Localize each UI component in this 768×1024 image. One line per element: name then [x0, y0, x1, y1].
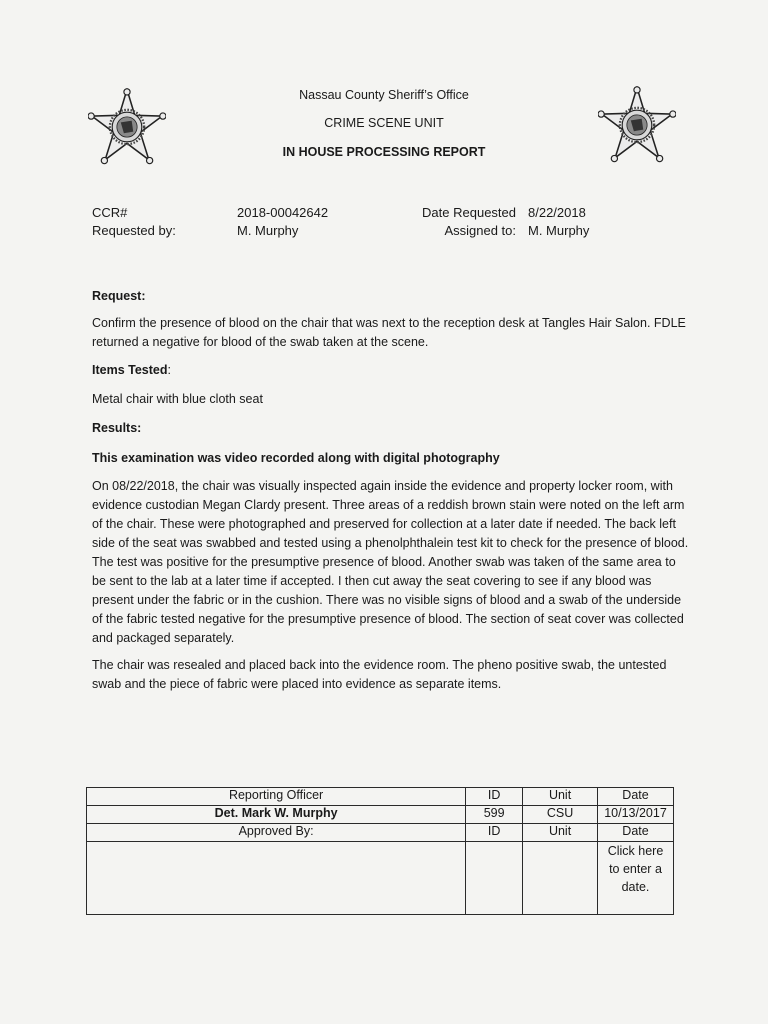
date-requested-label: Date Requested: [422, 205, 516, 220]
officer-id: 599: [466, 806, 523, 824]
signature-table: [86, 787, 674, 915]
meta-values-right: [528, 204, 589, 240]
approver-date-header: Date: [598, 824, 674, 842]
unit-name: CRIME SCENE UNIT: [324, 116, 444, 130]
assigned-to-value: M. Murphy: [528, 223, 590, 238]
items-tested-colon: :: [167, 363, 171, 377]
ccr-label: CCR#: [92, 205, 128, 220]
approver-unit-field[interactable]: [523, 842, 598, 915]
agency-name: Nassau County Sheriff’s Office: [299, 88, 469, 102]
table-row: [87, 806, 674, 824]
meta-values-left: [237, 204, 328, 240]
meta-labels-right: [380, 204, 516, 240]
video-note: This examination was video recorded along with digital photography: [92, 451, 500, 465]
items-tested-text: Metal chair with blue cloth seat: [92, 392, 263, 406]
approved-by-header: Approved By:: [87, 824, 466, 842]
date-requested-value: 8/22/2018: [528, 205, 586, 220]
unit-header: Unit: [523, 788, 598, 806]
officer-unit: CSU: [523, 806, 598, 824]
requested-by-label: Requested by:: [92, 223, 176, 238]
report-date: 10/13/2017: [598, 806, 674, 824]
ccr-value: 2018-00042642: [237, 205, 329, 220]
table-row: [87, 824, 674, 842]
table-row: [87, 842, 674, 915]
items-tested-heading-line: [92, 361, 692, 380]
meta-labels-left: [92, 204, 176, 240]
request-heading: Request:: [92, 289, 146, 303]
reporting-officer-header: Reporting Officer: [87, 788, 466, 806]
id-header: ID: [466, 788, 523, 806]
approver-unit-header: Unit: [523, 824, 598, 842]
results-heading: Results:: [92, 421, 142, 435]
items-tested-heading: Items Tested: [92, 363, 168, 377]
approver-name-field[interactable]: [87, 842, 466, 915]
requested-by-value: M. Murphy: [237, 223, 299, 238]
approval-date-picker[interactable]: Click here to enter a date.: [598, 842, 674, 915]
table-row: [87, 788, 674, 806]
results-paragraph-2: The chair was resealed and placed back into the evidence room. The pheno positive swab, the untested swab and the piece of fabric were placed into evidence as separate items.: [92, 658, 667, 691]
date-header: Date: [598, 788, 674, 806]
request-text: Confirm the presence of blood on the chair that was next to the reception desk at Tangles Hair Salon. FDLE returned a negative for blood of the swab taken at the scene.: [92, 316, 686, 349]
officer-name: Det. Mark W. Murphy: [87, 806, 466, 824]
approver-id-field[interactable]: [466, 842, 523, 915]
report-title: IN HOUSE PROCESSING REPORT: [282, 145, 486, 159]
results-paragraph-1: On 08/22/2018, the chair was visually inspected again inside the evidence and property locker room, with evidence custodian Megan Clardy present. Three areas of a reddish brown stain were noted on the left arm of the chair. These were photographed and preserved for collection at a later date if needed. The back left side of the seat was swabbed and tested using a phenolphthalein test kit to check for the presence of blood. The test was positive for the presumptive presence of blood. Another swab was taken of the same area to be sent to the lab at a later time if accepted. I then cut away the seat covering to see if any blood was present under the fabric or in the cushion. There was no visible signs of blood and a swab of the underside of the fabric tested negative for the presumptive presence of blood. The section of seat cover was collected and packaged separately.: [92, 479, 689, 645]
approver-id-header: ID: [466, 824, 523, 842]
assigned-to-label: Assigned to:: [444, 223, 516, 238]
